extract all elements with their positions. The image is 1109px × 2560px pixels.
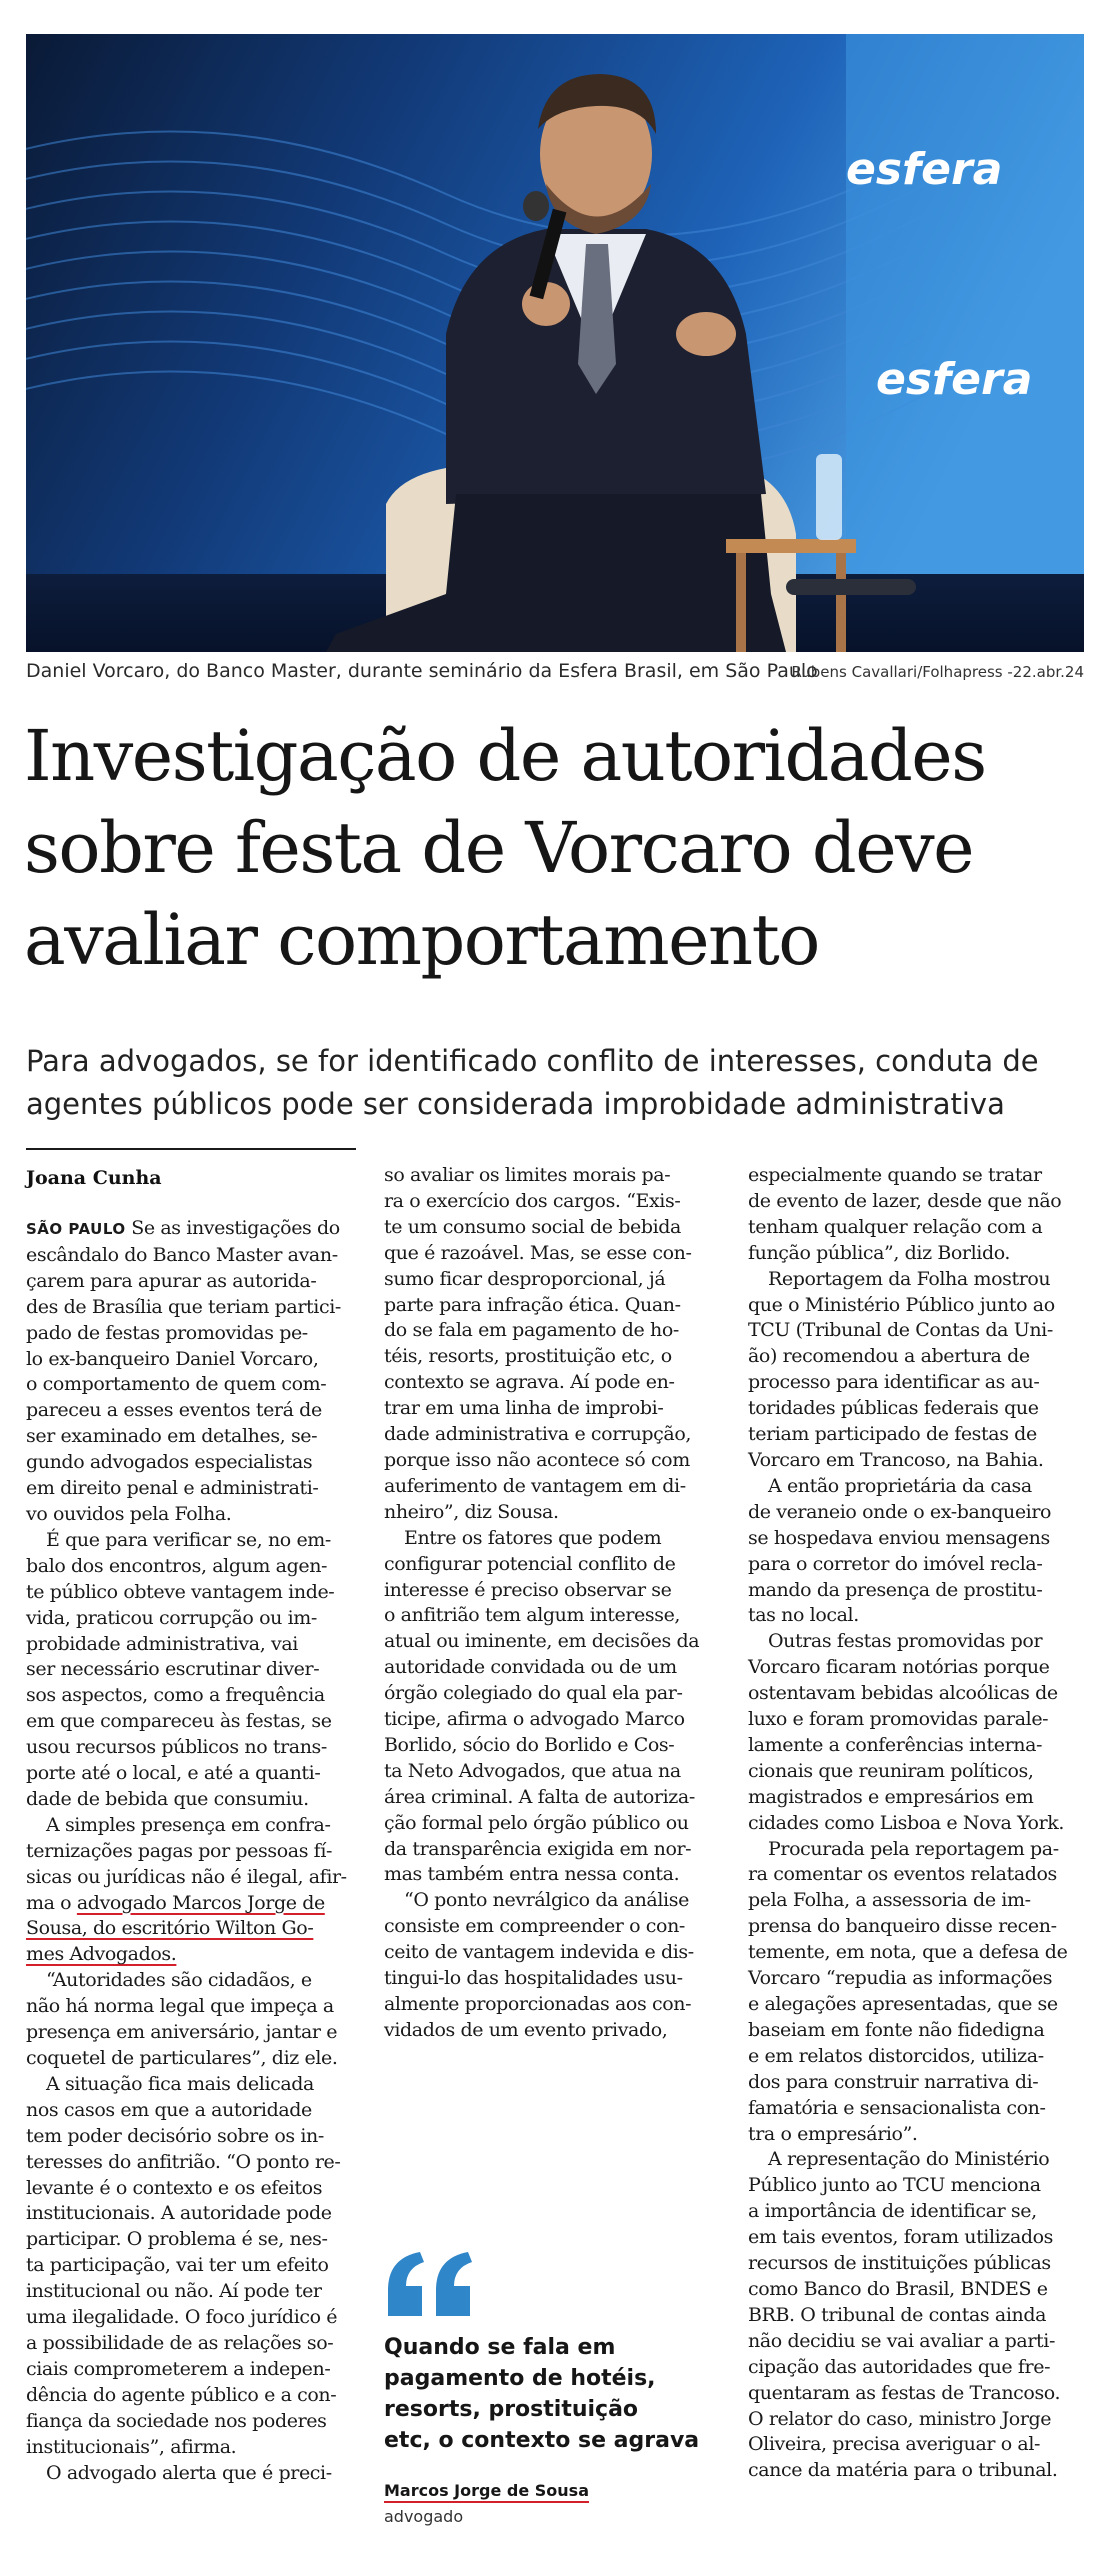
text-line: o comportamento de quem com- (26, 1373, 327, 1396)
text-line: O advogado alerta que é preci- (46, 2461, 332, 2484)
text-line: área criminal. A falta de autoriza- (384, 1785, 695, 1808)
quote-mark-icon (384, 2250, 476, 2320)
text-line: não decidiu se vai avaliar a parti- (748, 2329, 1055, 2352)
text-line: interesse é preciso observar se (384, 1578, 672, 1601)
text-line: tingui-lo das hospitalidades usu- (384, 1967, 683, 1990)
quote-line: Quando se fala em (384, 2335, 616, 2360)
text-line: Vorcaro “repudia as informações (748, 1967, 1053, 1990)
text-line: como Banco do Brasil, BNDES e (748, 2277, 1048, 2300)
text-line: É que para verificar se, no em- (46, 1528, 331, 1551)
headline-line: sobre festa de Vorcaro deve (24, 807, 974, 889)
text-line: Outras festas promovidas por (768, 1630, 1043, 1653)
text-line: almente proporcionadas aos con- (384, 1993, 692, 2015)
text-line: téis, resorts, prostituição etc, o (384, 1345, 672, 1368)
text-line: lo ex-banqueiro Daniel Vorcaro, (26, 1347, 319, 1370)
text-line: mando da presença de prostitu- (748, 1578, 1043, 1601)
text-line (26, 1891, 356, 1917)
text-segment: ma o (26, 1891, 72, 1914)
text-line: teresses do anfitrião. “O ponto re- (26, 2150, 341, 2173)
text-line: sumo ficar desproporcional, já (384, 1267, 666, 1290)
deck-line: agentes públicos pode ser considerada improbidade administrativa (26, 1087, 1005, 1121)
article-column-1 (26, 1216, 356, 2486)
text-line: ra o exercício dos cargos. “Exis- (384, 1189, 681, 1212)
text-line: Borlido, sócio do Borlido e Cos- (384, 1733, 675, 1756)
text-line: Entre os fatores que podem (404, 1526, 662, 1549)
text-line: para o corretor do imóvel recla- (748, 1552, 1043, 1575)
text-line: dos para construir narrativa di- (748, 2070, 1039, 2093)
water-bottle (816, 454, 842, 540)
text-line: Reportagem da Folha mostrou (768, 1267, 1051, 1290)
text-line: autoridade convidada ou de um (384, 1656, 677, 1679)
text-line: recursos de instituições públicas (748, 2252, 1051, 2275)
text-line: configurar potencial conflito de (384, 1552, 676, 1575)
text-line: vidados de um evento privado, (384, 2018, 668, 2041)
text-line: ostentavam bebidas alcoólicas de (748, 1682, 1058, 1705)
text-line: de evento de lazer, desde que não (748, 1189, 1062, 1212)
text-line: especialmente quando se tratar (748, 1164, 1042, 1186)
quote-line: resorts, prostituição (384, 2397, 639, 2422)
text-line: fiança da sociedade nos poderes (26, 2409, 327, 2432)
text-line: famatória e sensacionalista con- (748, 2096, 1046, 2119)
text-line: gundo advogados especialistas (26, 1451, 313, 1474)
text-line: não há norma legal que impeça a (26, 1995, 334, 2018)
text-line: tra o empresário”. (748, 2122, 918, 2145)
text-line (26, 1216, 356, 1243)
text-line: ão) recomendou a abertura de (748, 1345, 1030, 1368)
text-line: de veraneio onde o ex-banqueiro (748, 1500, 1052, 1523)
text-line: pado de festas promovidas pe- (26, 1321, 308, 1344)
text-line: que o Ministério Público junto ao (748, 1293, 1055, 1316)
text-line: A simples presença em confra- (46, 1813, 331, 1836)
text-line: TCU (Tribunal de Contas da Uni- (748, 1319, 1053, 1342)
text-line: ta participação, vai ter um efeito (26, 2254, 329, 2277)
text-line: cipação das autoridades que fre- (748, 2355, 1051, 2378)
article-column-2 (384, 1163, 720, 2044)
photo-caption-row (26, 660, 1084, 688)
highlighted-source: advogado Marcos Jorge de (76, 1891, 325, 1914)
text-line: vida, praticou corrupção ou im- (26, 1606, 317, 1629)
text-line: tem poder decisório sobre os in- (26, 2124, 324, 2147)
text-line: porque isso não acontece só com (384, 1448, 690, 1471)
text-line: Público junto ao TCU menciona (748, 2174, 1041, 2197)
quote-text (384, 2332, 699, 2456)
backdrop-logo: esfera (846, 144, 1003, 195)
text-line: te um consumo social de bebida (384, 1215, 681, 1238)
text-line: uma ilegalidade. O foco jurídico é (26, 2306, 338, 2329)
article-photo (26, 34, 1084, 652)
text-line: so avaliar os limites morais pa- (384, 1164, 671, 1186)
text-line: prensa do banqueiro disse recen- (748, 1915, 1057, 1938)
text-segment: Se as investigações do (131, 1217, 340, 1239)
text-line: trar em uma linha de improbi- (384, 1397, 664, 1420)
dateline: SÃO PAULO (26, 1220, 126, 1238)
text-line: auferimento de vantagem em di- (384, 1474, 686, 1497)
text-line: ticipe, afirma o advogado Marco (384, 1708, 685, 1731)
text-line: institucionais”, afirma. (26, 2435, 237, 2458)
text-line: do se fala em pagamento de ho- (384, 1319, 679, 1342)
text-line: ser necessário escrutinar diver- (26, 1658, 320, 1681)
text-line: presença em aniversário, jantar e (26, 2021, 338, 2044)
text-line: ra comentar os eventos relatados (748, 1863, 1057, 1886)
text-line: te público obteve vantagem inde- (26, 1580, 335, 1603)
text-line: coquetel de particulares”, diz ele. (26, 2047, 338, 2069)
text-line: atual ou iminente, em decisões da (384, 1630, 700, 1653)
text-line: em que compareceu às festas, se (26, 1710, 332, 1733)
text-line: quentaram as festas de Trancoso. (748, 2381, 1061, 2404)
text-line: tas no local. (748, 1604, 859, 1627)
text-line: função pública”, diz Borlido. (748, 1241, 1011, 1264)
highlighted-source: mes Advogados. (26, 1943, 177, 1966)
text-line: se hospedava enviou mensagens (748, 1526, 1050, 1549)
photo-credit: Rubens Cavallari/Folhapress -22.abr.24 (791, 663, 1084, 681)
highlighted-source: Sousa, do escritório Wilton Go- (26, 1917, 314, 1940)
text-line: A situação fica mais delicada (46, 2072, 314, 2095)
byline: Joana Cunha (26, 1167, 162, 1189)
text-line: ser examinado em detalhes, se- (26, 1425, 318, 1448)
text-line: da transparência exigida em nor- (384, 1837, 692, 1860)
text-line: vo ouvidos pela Folha. (26, 1502, 232, 1525)
text-line: “Autoridades são cidadãos, e (46, 1969, 312, 1992)
text-line: porte até o local, e até a quanti- (26, 1762, 321, 1785)
side-table (726, 539, 856, 553)
text-line: em tais eventos, foram utilizados (748, 2226, 1054, 2249)
text-line: escândalo do Banco Master avan- (26, 1243, 338, 1266)
headline-line: avaliar comportamento (24, 899, 819, 981)
text-line: participar. O problema é se, nes- (26, 2228, 328, 2251)
text-line: pela Folha, a assessoria de im- (748, 1889, 1031, 1912)
headline (24, 710, 1084, 986)
text-line: a possibilidade de as relações so- (26, 2331, 334, 2354)
text-line: pareceu a esses eventos terá de (26, 1399, 322, 1422)
text-line: ciais comprometerem a indepen- (26, 2357, 331, 2380)
table-microphone (786, 579, 916, 595)
text-line: processo para identificar as au- (748, 1371, 1040, 1394)
quote-author: Marcos Jorge de Sousa (384, 2481, 589, 2503)
text-line: “O ponto nevrálgico da análise (404, 1889, 689, 1912)
text-line: o anfitrião tem algum interesse, (384, 1604, 681, 1627)
text-line: sicas ou jurídicas não é ilegal, afir- (26, 1865, 347, 1888)
text-line: lamente a conferências interna- (748, 1733, 1043, 1756)
text-line: e em relatos distorcidos, utiliza- (748, 2044, 1044, 2067)
text-line: Procurada pela reportagem pa- (768, 1837, 1059, 1860)
text-line: órgão colegiado do qual ela par- (384, 1682, 683, 1705)
text-line: consiste em compreender o con- (384, 1915, 685, 1938)
text-line: toridades públicas federais que (748, 1397, 1039, 1420)
text-line: luxo e foram promovidas parale- (748, 1708, 1049, 1731)
text-line: que é razoável. Mas, se esse con- (384, 1241, 692, 1264)
text-line: probidade administrativa, vai (26, 1632, 298, 1655)
text-line: e alegações apresentadas, que se (748, 1993, 1058, 2015)
byline-rule (26, 1148, 356, 1150)
text-line: Vorcaro ficaram notórias porque (748, 1656, 1050, 1679)
text-line: ta Neto Advogados, que atua na (384, 1759, 681, 1782)
text-line: a importância de identificar se, (748, 2200, 1037, 2223)
text-line: institucional ou não. Aí pode ter (26, 2280, 322, 2303)
quote-author-role: advogado (384, 2507, 464, 2526)
text-line: O relator do caso, ministro Jorge (748, 2407, 1052, 2430)
text-line: cance da matéria para o tribunal. (748, 2459, 1058, 2482)
backdrop-logo: esfera (876, 354, 1033, 405)
text-line (26, 1942, 356, 1968)
text-line: usou recursos públicos no trans- (26, 1736, 327, 1759)
text-line: ção formal pelo órgão público ou (384, 1811, 689, 1834)
text-line: Vorcaro em Trancoso, na Bahia. (748, 1448, 1044, 1471)
text-line: em direito penal e administrati- (26, 1477, 319, 1500)
text-line: baseiam em fonte não fidedigna (748, 2018, 1045, 2041)
text-line: contexto se agrava. Aí pode en- (384, 1371, 675, 1394)
quote-line: pagamento de hotéis, (384, 2366, 656, 2391)
text-line: çarem para apurar as autorida- (26, 1269, 317, 1292)
text-line: dade de bebida que consumiu. (26, 1787, 309, 1810)
text-line: nos casos em que a autoridade (26, 2098, 312, 2121)
text-line: sos aspectos, como a frequência (26, 1684, 325, 1707)
text-line: levante é o contexto e os efeitos (26, 2176, 323, 2199)
text-line: balo dos encontros, algum agen- (26, 1554, 328, 1577)
text-line: ternizações pagas por pessoas fí- (26, 1839, 333, 1862)
photo-illustration (26, 34, 1084, 652)
photo-caption: Daniel Vorcaro, do Banco Master, durante seminário da Esfera Brasil, em São Paulo (26, 660, 818, 682)
text-line: BRB. O tribunal de contas ainda (748, 2303, 1047, 2326)
text-line: institucionais. A autoridade pode (26, 2202, 332, 2225)
text-line: parte para infração ética. Quan- (384, 1293, 681, 1316)
text-line: tenham qualquer relação com a (748, 1215, 1043, 1238)
text-line: mas também entra nessa conta. (384, 1863, 680, 1886)
deck-line: Para advogados, se for identificado conflito de interesses, conduta de (26, 1044, 1039, 1078)
text-line: cidades como Lisboa e Nova York. (748, 1811, 1065, 1834)
subheadline (26, 1040, 1086, 1126)
text-line: dade administrativa e corrupção, (384, 1423, 692, 1446)
text-line: dência do agente público e a con- (26, 2383, 337, 2406)
text-line: ceito de vantagem indevida e dis- (384, 1941, 694, 1964)
article-column-3 (748, 1163, 1084, 2484)
text-line: des de Brasília que teriam partici- (26, 1295, 341, 1318)
text-line: A então proprietária da casa (768, 1474, 1032, 1497)
text-line: nheiro”, diz Sousa. (384, 1500, 559, 1523)
text-line: cionais que reuniram políticos, (748, 1759, 1034, 1782)
text-line: A representação do Ministério (768, 2148, 1050, 2171)
text-line: temente, em nota, que a defesa de (748, 1941, 1068, 1964)
headline-line: Investigação de autoridades (24, 715, 986, 797)
quote-line: etc, o contexto se agrava (384, 2428, 700, 2453)
text-line: Oliveira, precisa averiguar o al- (748, 2433, 1041, 2456)
text-line: magistrados e empresários em (748, 1785, 1034, 1808)
text-line: teriam participado de festas de (748, 1423, 1037, 1446)
